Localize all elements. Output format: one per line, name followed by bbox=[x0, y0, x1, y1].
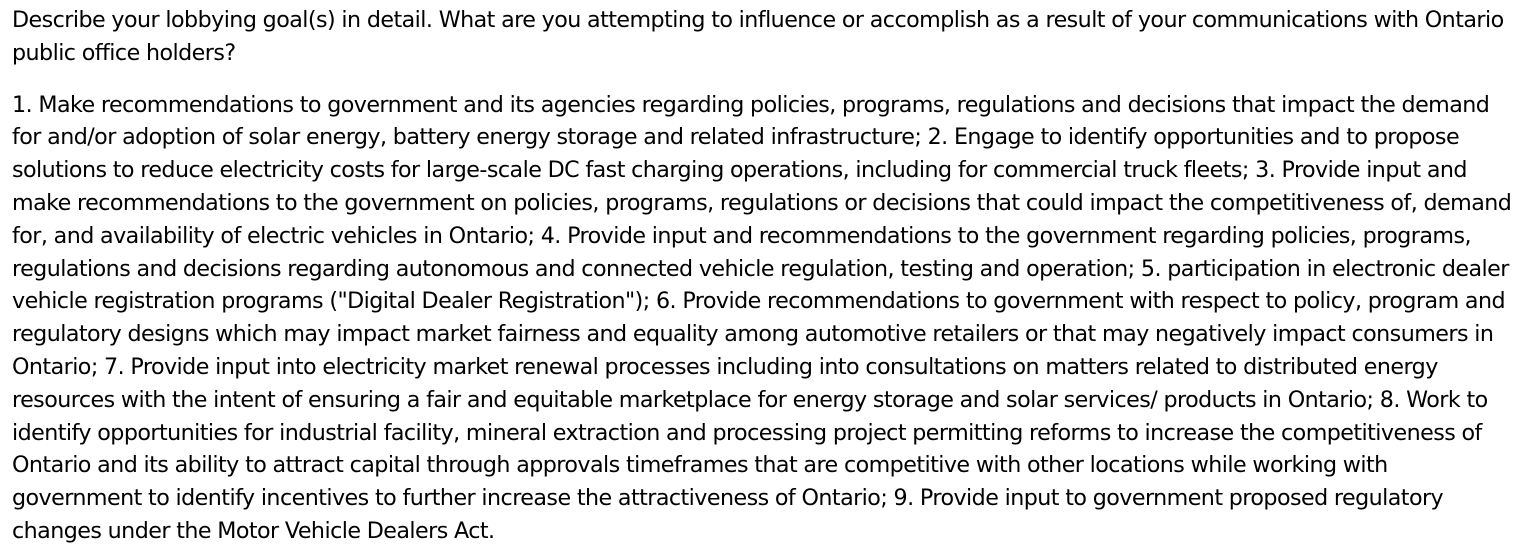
question-label: Describe your lobbying goal(s) in detail. What are you attempting to influence or accomplish as a result of your communications with Ontario public office holders? bbox=[12, 7, 1504, 66]
lobbying-goal-answer: 1. Make recommendations to government and its agencies regarding policies, programs, regulations and decisions that impact the demand for and/or adoption of solar energy, battery energy storage and related infrastructure; 2. Engage to identify opportunities and to propose solutions to reduce electricity costs for large-scale DC fast charging operations, including for commercial truck fleets; 3. Provide input and make recommendations to the government on policies, programs, regulations or decisions that could impact the competitiveness of, demand for, and availability of electric vehicles in Ontario; 4. Provide input and recommendations to the government regarding policies, programs, regulations and decisions regarding autonomous and connected vehicle regulation, testing and operation; 5. participation in electronic dealer vehicle registration programs ("Digital Dealer Registration"); 6. Provide recommendations to government with respect to policy, program and regulatory designs which may impact market fairness and equality among automotive retailers or that may negatively impact consumers in Ontario; 7. Provide input into electricity market renewal processes including into consultations on matters related to distributed energy resources with the intent of ensuring a fair and equitable marketplace for energy storage and solar services/ products in Ontario; 8. Work to identify opportunities for industrial facility, mineral extraction and processing project permitting reforms to increase the competitiveness of Ontario and its ability to attract capital through approvals timeframes that are competitive with other locations while working with government to identify incentives to further increase the attractiveness of Ontario; 9. Provide input to government proposed regulatory changes under the Motor Vehicle Dealers Act. bbox=[12, 91, 1512, 544]
